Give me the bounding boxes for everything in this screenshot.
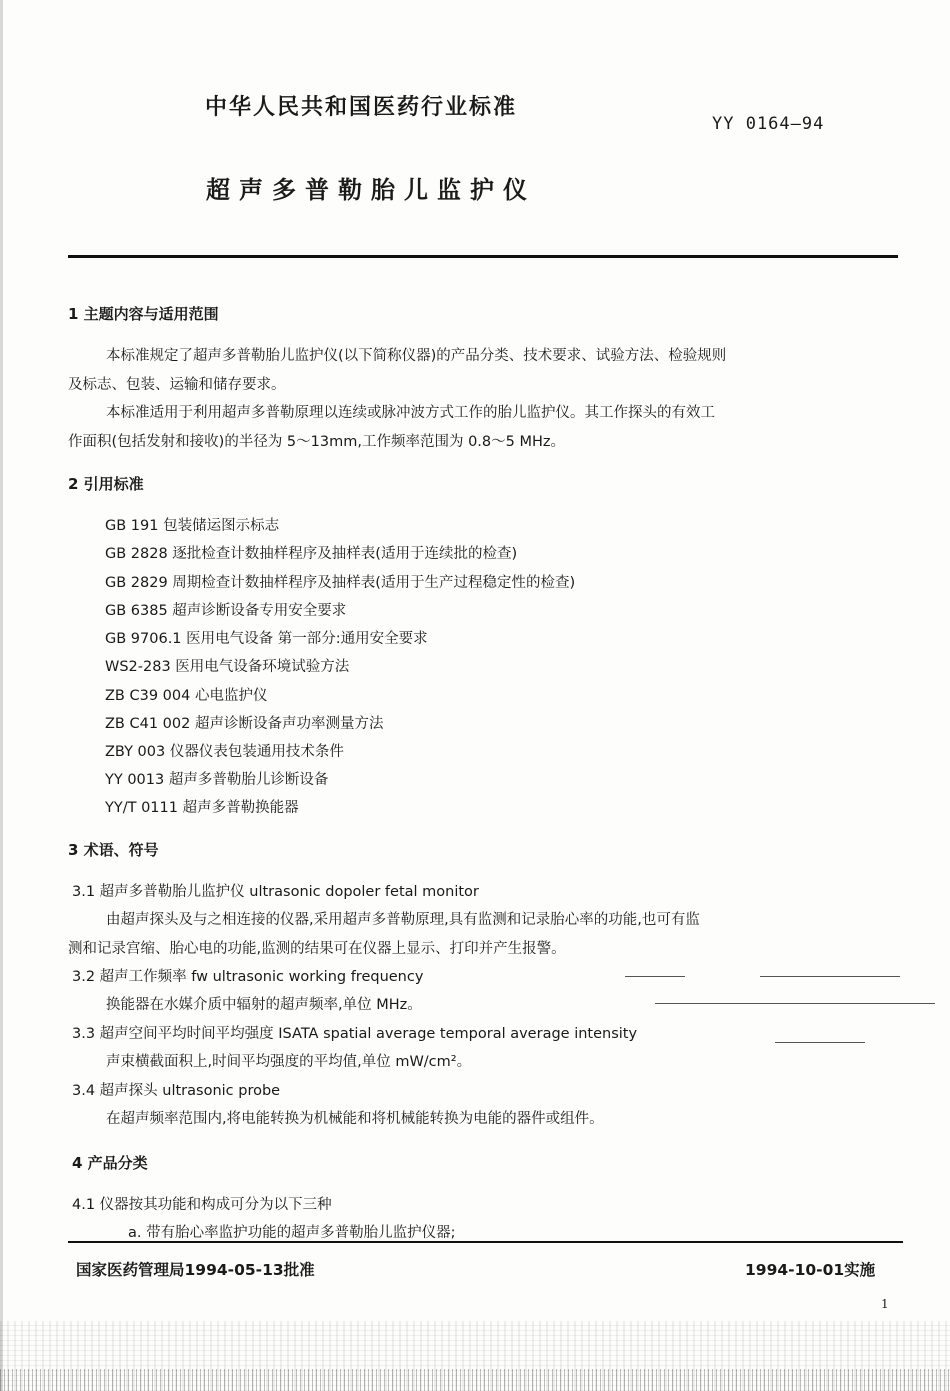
effective-date: 1994-10-01实施 <box>745 1261 876 1279</box>
approval-date: 国家医药管理局1994-05-13批准 <box>76 1261 315 1279</box>
term-3-2: 3.2 超声工作频率 fw ultrasonic working frequency <box>72 969 424 985</box>
term-3-3: 3.3 超声空间平均时间平均强度 ISATA spatial average temporal average intensity <box>72 1026 638 1042</box>
term-3-1-definition-line-1: 由超声探头及与之相连接的仪器,采用超声多普勒原理,具有监测和记录胎心率的功能,也可有监 <box>106 912 700 928</box>
section-3-heading: 3 术语、符号 <box>68 841 159 859</box>
reference-item: YY 0013 超声多普勒胎儿诊断设备 <box>105 772 329 788</box>
reference-item: ZBY 003 仪器仪表包装通用技术条件 <box>105 744 344 760</box>
standard-number: YY 0164—94 <box>712 114 825 134</box>
document-title: 超声多普勒胎儿监护仪 <box>206 176 536 204</box>
term-3-1: 3.1 超声多普勒胎儿监护仪 ultrasonic dopoler fetal monitor <box>72 884 479 900</box>
scan-artifact <box>775 1042 865 1043</box>
term-3-2-definition: 换能器在水媒介质中辐射的超声频率,单位 MHz。 <box>106 997 422 1013</box>
scan-left-edge <box>0 0 3 1391</box>
clause-4-1: 4.1 仪器按其功能和构成可分为以下三种 <box>72 1197 332 1213</box>
scan-artifact <box>760 976 900 977</box>
clause-4-1-item-a: a. 带有胎心率监护功能的超声多普勒胎儿监护仪器; <box>128 1225 456 1241</box>
term-3-3-definition: 声束横截面积上,时间平均强度的平均值,单位 mW/cm²。 <box>106 1054 472 1070</box>
reference-item: GB 6385 超声诊断设备专用安全要求 <box>105 603 347 619</box>
section-4-heading: 4 产品分类 <box>72 1154 148 1172</box>
section-2-heading: 2 引用标准 <box>68 475 144 493</box>
standard-org-title: 中华人民共和国医药行业标准 <box>205 95 518 120</box>
scan-artifact <box>655 1003 935 1004</box>
term-3-4: 3.4 超声探头 ultrasonic probe <box>72 1083 281 1099</box>
term-3-1-definition-line-2: 测和记录宫缩、胎心电的功能,监测的结果可在仪器上显示、打印并产生报警。 <box>68 941 566 957</box>
reference-item: YY/T 0111 超声多普勒换能器 <box>105 800 299 816</box>
header-rule <box>68 255 898 258</box>
scan-noise <box>0 1369 950 1391</box>
term-3-4-definition: 在超声频率范围内,将电能转换为机械能和将机械能转换为电能的器件或组件。 <box>106 1111 604 1127</box>
page-number: 1 <box>881 1297 889 1311</box>
footer-rule <box>68 1241 903 1243</box>
reference-item: WS2-283 医用电气设备环境试验方法 <box>105 659 350 675</box>
section-1-heading: 1 主题内容与适用范围 <box>68 305 219 323</box>
section-1-para-2-line-1: 本标准适用于利用超声多普勒原理以连续或脉冲波方式工作的胎儿监护仪。其工作探头的有效工 <box>106 405 715 421</box>
section-1-para-1-line-2: 及标志、包装、运输和储存要求。 <box>68 377 286 393</box>
reference-item: GB 9706.1 医用电气设备 第一部分:通用安全要求 <box>105 631 428 647</box>
section-1-para-2-line-2: 作面积(包括发射和接收)的半径为 5～13mm,工作频率范围为 0.8～5 MHz。 <box>68 434 565 450</box>
reference-item: GB 2828 逐批检查计数抽样程序及抽样表(适用于连续批的检查) <box>105 546 518 562</box>
reference-item: ZB C41 002 超声诊断设备声功率测量方法 <box>105 716 384 732</box>
reference-item: ZB C39 004 心电监护仪 <box>105 688 268 704</box>
reference-item: GB 191 包装储运图示标志 <box>105 518 280 534</box>
reference-item: GB 2829 周期检查计数抽样程序及抽样表(适用于生产过程稳定性的检查) <box>105 575 576 591</box>
section-1-para-1-line-1: 本标准规定了超声多普勒胎儿监护仪(以下简称仪器)的产品分类、技术要求、试验方法、检验规则 <box>106 348 727 364</box>
scan-artifact <box>625 976 685 977</box>
